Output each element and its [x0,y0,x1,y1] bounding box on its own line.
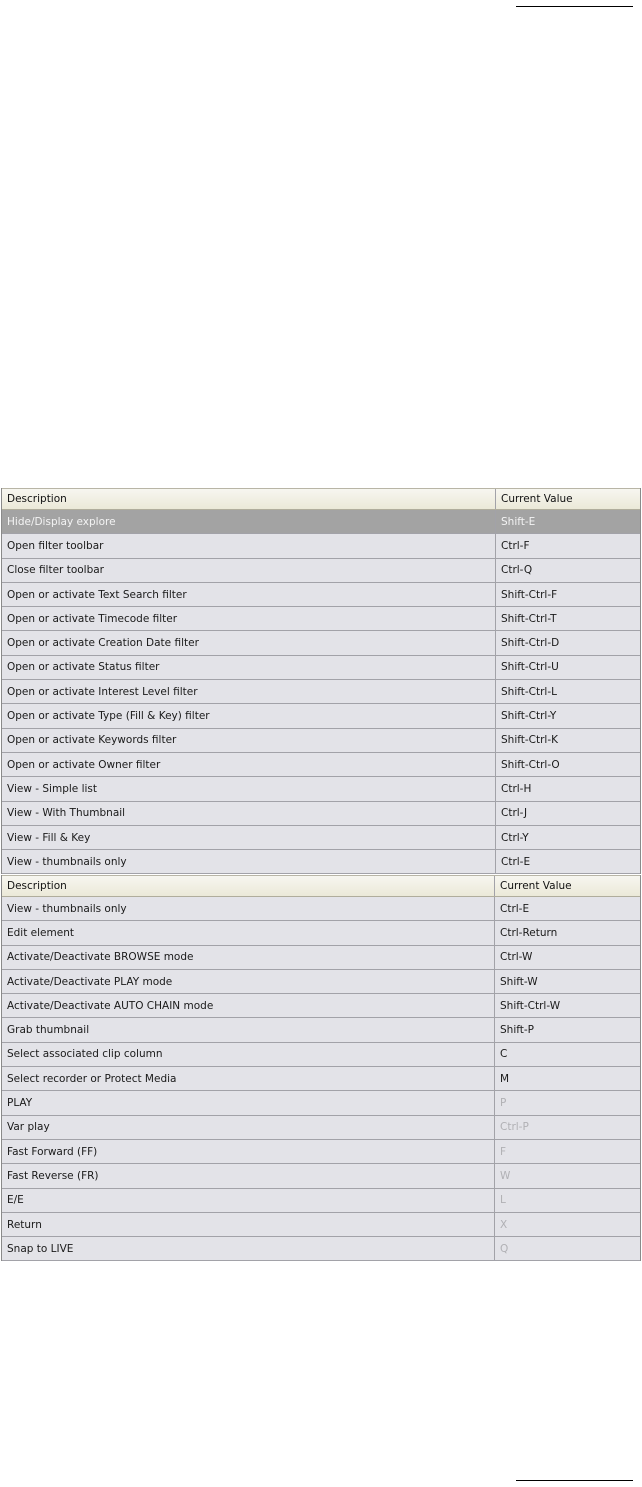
shortcut-value[interactable]: Shift-Ctrl-U [501,661,559,674]
shortcut-description: Open or activate Owner filter [2,753,496,776]
table-row[interactable] [2,777,640,801]
column-header-current-value[interactable]: Current Value [501,493,573,505]
table-row[interactable] [2,656,640,680]
shortcut-value[interactable]: Ctrl-Y [501,831,529,844]
table-row[interactable] [2,1116,640,1140]
shortcut-value[interactable]: Ctrl-E [501,855,531,868]
table-row[interactable] [2,583,640,607]
shortcut-description: E/E [2,1189,495,1212]
table-row[interactable] [2,1140,640,1164]
shortcut-description: Open or activate Keywords filter [2,729,496,752]
shortcut-value[interactable]: Q [500,1242,509,1255]
table-row[interactable] [2,631,640,655]
shortcut-value[interactable]: M [500,1072,510,1085]
shortcut-value[interactable]: P [500,1097,507,1110]
shortcut-description: View - With Thumbnail [2,802,496,825]
table-row[interactable] [2,1043,640,1067]
shortcut-description: Activate/Deactivate AUTO CHAIN mode [2,994,495,1017]
shortcut-grid-player [1,875,641,1261]
shortcut-description: Open or activate Status filter [2,656,496,679]
shortcut-description: Return [2,1213,495,1236]
shortcut-value[interactable]: Ctrl-W [500,951,533,964]
shortcut-description: Snap to LIVE [2,1237,495,1260]
table-row[interactable] [2,1018,640,1042]
shortcut-grid-explore [1,488,641,874]
shortcut-description: Close filter toolbar [2,559,496,582]
grid-header [2,488,640,510]
table-row[interactable] [2,1067,640,1091]
shortcut-value[interactable]: Shift-Ctrl-O [501,758,560,771]
grid-header [2,875,640,897]
table-row[interactable] [2,510,640,534]
table-row[interactable] [2,970,640,994]
shortcut-description: Fast Forward (FF) [2,1140,495,1163]
shortcut-description: PLAY [2,1091,495,1114]
table-row[interactable] [2,680,640,704]
shortcut-value[interactable]: L [500,1194,506,1207]
shortcut-value[interactable]: Shift-P [500,1024,534,1037]
table-row[interactable] [2,802,640,826]
table-row[interactable] [2,850,640,874]
shortcut-description: Activate/Deactivate PLAY mode [2,970,495,993]
shortcut-value[interactable]: Ctrl-Q [501,564,533,577]
shortcut-value[interactable]: Ctrl-P [500,1121,529,1134]
column-header-current-value[interactable]: Current Value [500,880,572,892]
grid-rows [2,510,640,874]
shortcut-value[interactable]: Ctrl-Return [500,926,558,939]
shortcut-value[interactable]: Shift-Ctrl-D [501,637,560,650]
shortcut-description: View - Simple list [2,777,496,800]
table-row[interactable] [2,1237,640,1261]
shortcut-value[interactable]: Shift-Ctrl-Y [501,710,557,723]
shortcut-value[interactable]: Shift-Ctrl-F [501,588,558,601]
shortcut-value[interactable]: Shift-Ctrl-T [501,612,557,625]
table-row[interactable] [2,1164,640,1188]
shortcut-value[interactable]: Shift-Ctrl-L [501,685,557,698]
shortcut-description: Open or activate Text Search filter [2,583,496,606]
table-row[interactable] [2,607,640,631]
shortcut-value[interactable]: Shift-E [501,515,536,528]
shortcut-description: Fast Reverse (FR) [2,1164,495,1187]
table-row[interactable] [2,1189,640,1213]
table-row[interactable] [2,753,640,777]
table-row[interactable] [2,946,640,970]
page-bottom-rule [516,1480,633,1481]
shortcut-description: Edit element [2,921,495,944]
shortcut-description: Select associated clip column [2,1043,495,1066]
shortcut-description: Var play [2,1116,495,1139]
shortcut-value[interactable]: Ctrl-H [501,782,532,795]
table-row[interactable] [2,704,640,728]
shortcut-value[interactable]: F [500,1145,507,1158]
shortcut-description: View - Fill & Key [2,826,496,849]
shortcut-value[interactable]: Ctrl-E [500,902,530,915]
table-row[interactable] [2,559,640,583]
shortcut-value[interactable]: Shift-W [500,975,538,988]
shortcut-description: View - thumbnails only [2,897,495,920]
shortcut-value[interactable]: Shift-Ctrl-K [501,734,559,747]
shortcut-value[interactable]: W [500,1169,511,1182]
shortcut-description: Grab thumbnail [2,1018,495,1041]
table-row[interactable] [2,897,640,921]
shortcut-value[interactable]: X [500,1218,508,1231]
shortcut-description: Open filter toolbar [2,534,496,557]
shortcut-value[interactable]: Shift-Ctrl-W [500,999,561,1012]
table-row[interactable] [2,1091,640,1115]
column-header-description[interactable]: Description [2,876,495,896]
table-row[interactable] [2,1213,640,1237]
table-row[interactable] [2,729,640,753]
shortcut-description: Open or activate Interest Level filter [2,680,496,703]
shortcut-description: Open or activate Type (Fill & Key) filter [2,704,496,727]
shortcut-value[interactable]: Ctrl-J [501,807,528,820]
grid-rows [2,897,640,1261]
shortcut-value[interactable]: C [500,1048,508,1061]
shortcut-description: Select recorder or Protect Media [2,1067,495,1090]
table-row[interactable] [2,994,640,1018]
table-row[interactable] [2,826,640,850]
table-row[interactable] [2,534,640,558]
shortcut-description: Hide/Display explore [2,510,496,533]
shortcut-description: Open or activate Creation Date filter [2,631,496,654]
shortcut-description: View - thumbnails only [2,850,496,873]
table-row[interactable] [2,921,640,945]
shortcut-description: Open or activate Timecode filter [2,607,496,630]
column-header-description[interactable]: Description [2,489,496,509]
page-top-rule [516,6,633,7]
shortcut-value[interactable]: Ctrl-F [501,539,530,552]
shortcut-description: Activate/Deactivate BROWSE mode [2,946,495,969]
